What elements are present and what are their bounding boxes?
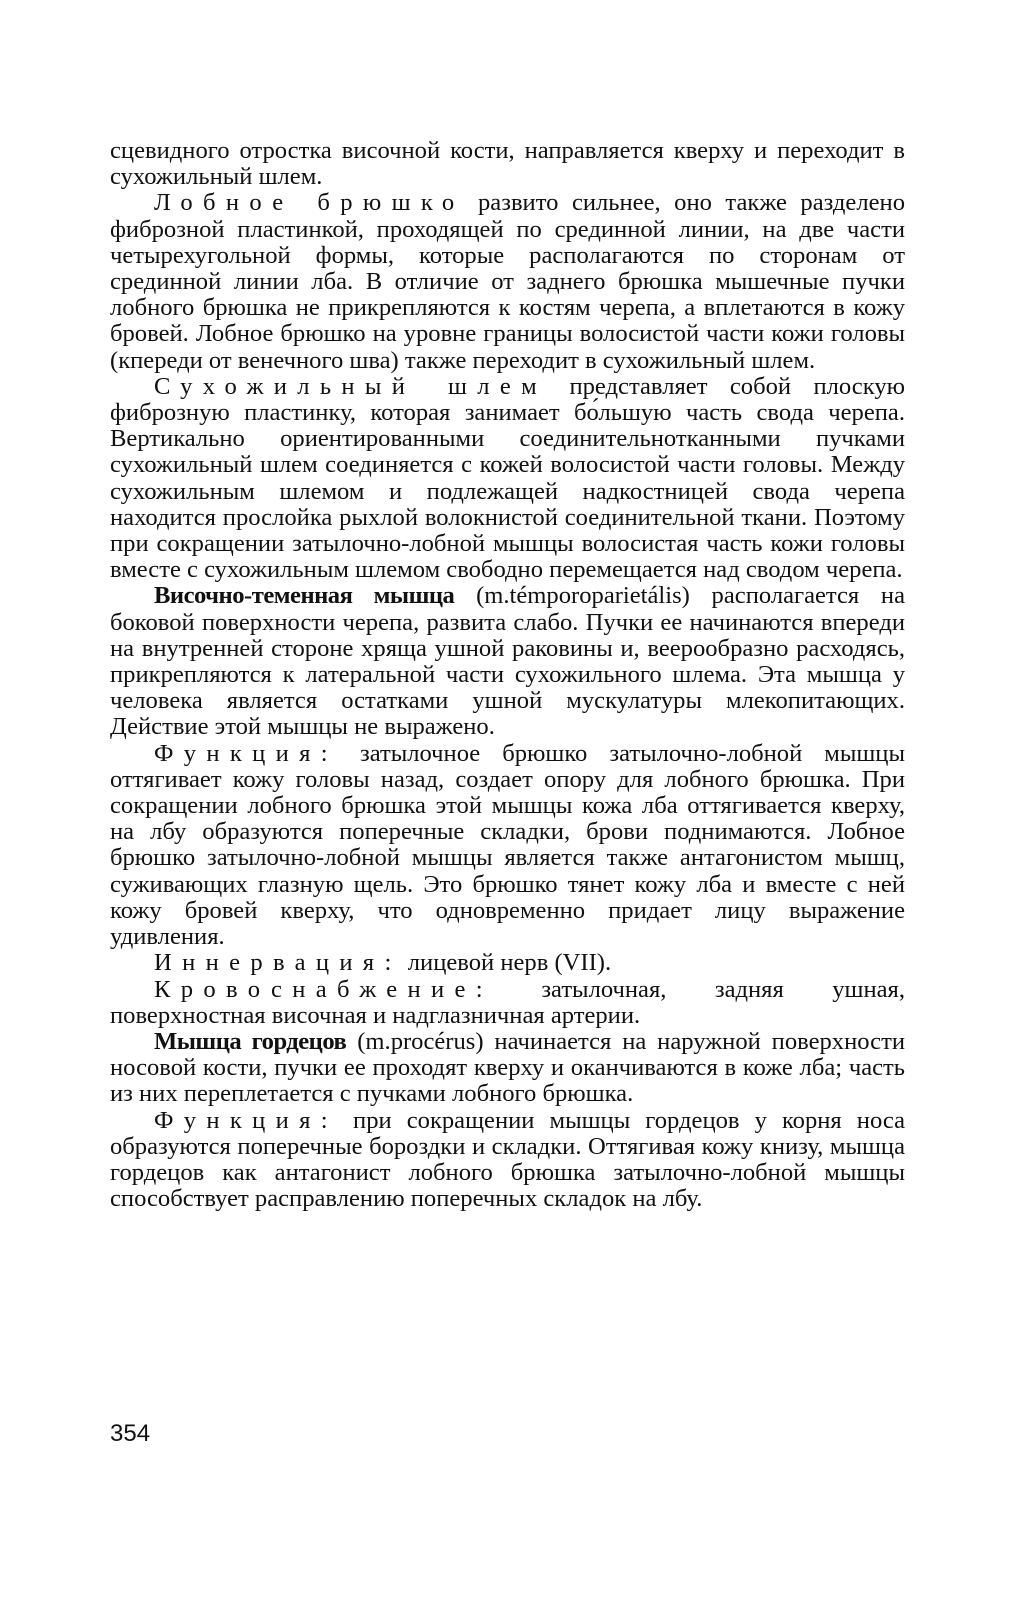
spaced-term: Сухожильный шлем [154,372,548,400]
paragraph-text: развито сильнее, оно также разделено фиброзной пластинкой, проходящей по срединной линии, на две части четырехугольной формы, которые располагаются по сторонам от срединной линии лба. В отличие от заднего брюшка мышечные пучки лобного брюшка не прикрепляются к костям черепа, а вплетаются в кожу бровей. Лобное брюшко на уровне границы волосистой части кожи головы (кпереди от венечного шва) также переходит в сухожильный шлем. [110,189,905,374]
paragraph-frontal-belly [110,190,905,373]
spaced-term: Функция: [154,1106,338,1134]
paragraph-blood-supply [110,977,905,1029]
paragraph-temporoparietal [110,583,905,740]
paragraph-innervation [110,950,905,976]
paragraph-text: представляет собой плоскую фиброзную пластинку, которая занимает бо́льшую часть свода черепа. Вертикально ориентированными соединительнотканными пучками сухожильный шлем соединяется с кожей волосистой части головы. Между сухожильным шлемом и подлежащей надкостницей свода черепа находится прослойка рыхлой волокнистой соединительной ткани. Поэтому при сокращении затылочно-лобной мышцы волосистая часть кожи головы вместе с сухожильным шлемом свободно перемещается над сводом черепа. [110,372,905,584]
paragraph-function [110,741,905,951]
page-number: 354 [110,1420,151,1447]
paragraph-text: (m.procérus) начинается на наружной поверхности носовой кости, пучки ее проходят кверху и оканчиваются в коже лба; часть из них переплетается с пучками лобного брюшка. [110,1027,905,1108]
paragraph-text: затылочное брюшко затылочно-лобной мышцы оттягивает кожу головы назад, создает опору для лобного брюшка. При сокращении лобного брюшка этой мышцы кожа лба оттягивается кверху, на лбу образуются поперечные складки, брови поднимаются. Лобное брюшко затылочно-лобной мышцы является также антагонистом мышц, суживающих глазную щель. Это брюшко тянет кожу лба и вместе с ней кожу бровей кверху, что одновременно придает лицу выражение удивления. [110,739,905,951]
paragraph-aponeurosis [110,374,905,584]
paragraph-text: (m.témporoparietális) располагается на боковой поверхности черепа, развита слабо. Пучки ее начинаются впереди на внутренней стороне хряща ушной раковины и, веерообразно расходясь, прикрепляются к латеральной части сухожильного шлема. Эта мышца у человека является остатками ушной мускулатуры млекопитающих. Действие этой мышцы не выражено. [110,582,905,741]
paragraph-text: затылочная, задняя ушная, поверхностная височная и надглазничная артерии. [110,975,905,1029]
paragraph-continuation [110,138,905,190]
paragraph-text: лицевой нерв (VII). [401,949,612,977]
spaced-term: Иннервация: [154,949,402,977]
paragraph-function-procerus [110,1108,905,1213]
bold-heading: Мышца гордецов [154,1027,347,1055]
spaced-term: Лобное брюшко [154,189,465,217]
spaced-term: Кровоснабжение: [154,975,493,1003]
paragraph-procerus [110,1029,905,1108]
paragraph-text: при сокращении мышцы гордецов у корня носа образуются поперечные бороздки и складки. Оттягивая кожу книзу, мышца гордецов как антагонист лобного брюшка затылочно-лобной мышцы способствует расправлению поперечных складок на лбу. [110,1106,905,1213]
paragraph-text: сцевидного отростка височной кости, направляется кверху и переходит в сухожильный шлем. [110,137,905,191]
spaced-term: Функция: [154,739,338,767]
page-body [110,138,905,1212]
bold-heading: Височно-теменная мышца [154,582,455,610]
